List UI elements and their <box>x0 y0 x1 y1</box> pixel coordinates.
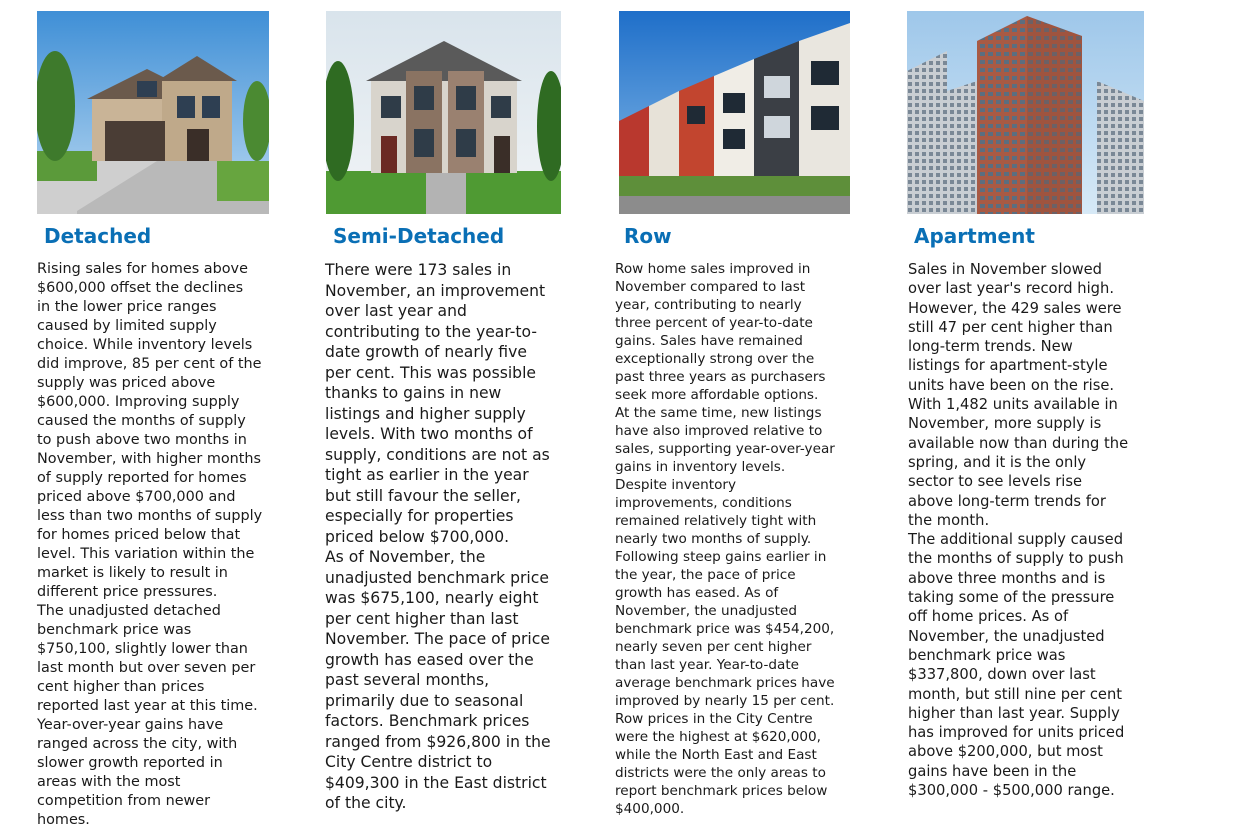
semi-detached-body-text <box>325 260 583 814</box>
apartment-heading: Apartment <box>914 224 1035 248</box>
detached-house-photo <box>37 11 269 214</box>
row-paragraph: Row home sales improved in November compared to last year, contributing to nearly three percent of year-to-date gains. Sales have remained exceptionally strong over the past three years as purchasers seek more affordable options. At the same time, new listings have also improved relative to sales, supporting year-over-year gains in inventory levels. Despite inventory improvements, conditions remained relatively tight with nearly two months of supply. Following steep gains earlier in the year, the pace of price growth has eased. As of November, the unadjusted benchmark price was $454,200, nearly seven per cent higher than last year. Year-to-date average benchmark prices have improved by nearly 15 per cent. Row prices in the City Centre were the highest at $620,000, while the North East and East districts were the only areas to report benchmark prices below $400,000. <box>615 261 835 817</box>
row-body-text <box>615 260 873 818</box>
semi-detached-heading: Semi-Detached <box>333 224 505 248</box>
semi-detached-paragraph: There were 173 sales in November, an improvement over last year and contributing to the year-to- date growth of nearly five per cent. This was possible thanks to gains in new listings and higher supply levels. With two months of supply, conditions are not as tight as earlier in the year but still favour the seller, especially for properties priced below $700,000. As of November, the unadjusted benchmark price was $675,100, nearly eight per cent higher than last November. The pace of price growth has eased over the past several months, primarily due to seasonal factors. Benchmark prices ranged from $926,800 in the City Centre district to $409,300 in the East district of the city. <box>325 261 551 812</box>
detached-heading: Detached <box>44 224 152 248</box>
apartment-paragraph: Sales in November slowed over last year's record high. However, the 429 sales were still 47 per cent higher than long-term trends. New listings for apartment-style units have been on the rise. With 1,482 units available in November, more supply is available now than during the spring, and it is the only sector to see levels rise above long-term trends for the month. The additional supply caused the months of supply to push above three months and is taking some of the pressure off home prices. As of November, the unadjusted benchmark price was $337,800, down over last month, but still nine per cent higher than last year. Supply has improved for units priced above $200,000, but most gains have been in the $300,000 - $500,000 range. <box>908 261 1129 800</box>
row-heading: Row <box>624 224 672 248</box>
semi-detached-house-photo <box>326 11 561 214</box>
apartment-tower-photo <box>907 11 1144 214</box>
row-house-photo <box>619 11 850 214</box>
apartment-body-text <box>908 260 1166 800</box>
detached-body-text <box>37 260 289 830</box>
detached-paragraph: Rising sales for homes above $600,000 offset the declines in the lower price ranges caused by limited supply choice. While inventory levels did improve, 85 per cent of the supply was priced above $600,000. Improving supply caused the months of supply to push above two months in November, with higher months of supply reported for homes priced above $700,000 and less than two months of supply for homes priced below that level. This variation within the market is likely to result in different price pressures. The unadjusted detached benchmark price was $750,100, slightly lower than last month but over seven per cent higher than prices reported last year at this time. Year-over-year gains have ranged across the city, with slower growth reported in areas with the most competition from newer homes. <box>37 261 263 828</box>
